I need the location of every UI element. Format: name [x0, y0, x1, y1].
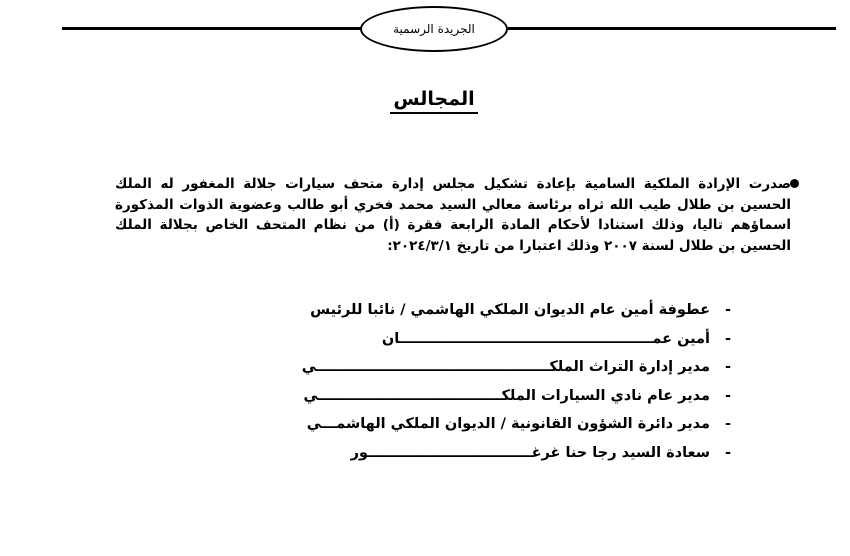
list-dash: - [724, 330, 732, 347]
gazette-title: الجريدة الرسمية [393, 22, 475, 36]
section-title-text: المجالس [390, 88, 477, 114]
bullet-icon [790, 179, 799, 188]
list-dash: - [724, 359, 732, 375]
member-text: مدير إدارة التراث الملكـــــــــــــــــــــــــــــــــــــــــــــــي [301, 359, 710, 375]
list-item [250, 445, 746, 474]
list-dash: - [724, 444, 732, 461]
header-rule-right [508, 27, 836, 30]
list-item [250, 331, 746, 360]
list-dash: - [724, 416, 732, 432]
list-item [250, 388, 746, 417]
member-text: مدير دائرة الشؤون القانونية / الديوان الملكي الهاشمـــي [306, 416, 710, 432]
list-item [250, 416, 746, 445]
member-text: مدير عام نادي السيارات الملكـــــــــــــــــــــــــــــــــــــي [303, 387, 710, 404]
member-text: سعادة السيد رجا حنا غرغـــــــــــــــــــــــــــــــــور [350, 444, 710, 461]
list-item [250, 359, 746, 388]
gazette-header-oval [360, 6, 508, 52]
list-dash: - [724, 387, 732, 404]
list-dash: - [724, 302, 732, 318]
decree-paragraph: صدرت الإرادة الملكية السامية بإعادة تشكيل مجلس إدارة متحف سيارات جلالة المغفور له الملك الحسين بن طلال طيب الله ثراه برئاسة معالي السيد محمد فخري أبو طالب وعضوية الذوات المذكورة اسماؤهم تاليا، وذلك استنادا لأحكام المادة الرابعة فقرة (أ) من نظام المتحف الخاص بجلالة الملك الحسين بن طلال لسنة ٢٠٠٧ وذلك اعتبارا من تاريخ ٢٠٢٤/٣/١: [115, 176, 791, 254]
header-rule-left [62, 27, 362, 30]
member-text: عطوفة أمين عام الديوان الملكي الهاشمي / نائبا للرئيس [310, 302, 710, 318]
member-text: أمين عمـــــــــــــــــــــــــــــــــــــــــــــــــــان [381, 330, 710, 347]
list-item [250, 302, 746, 331]
section-title [360, 88, 508, 110]
members-list [250, 302, 746, 473]
